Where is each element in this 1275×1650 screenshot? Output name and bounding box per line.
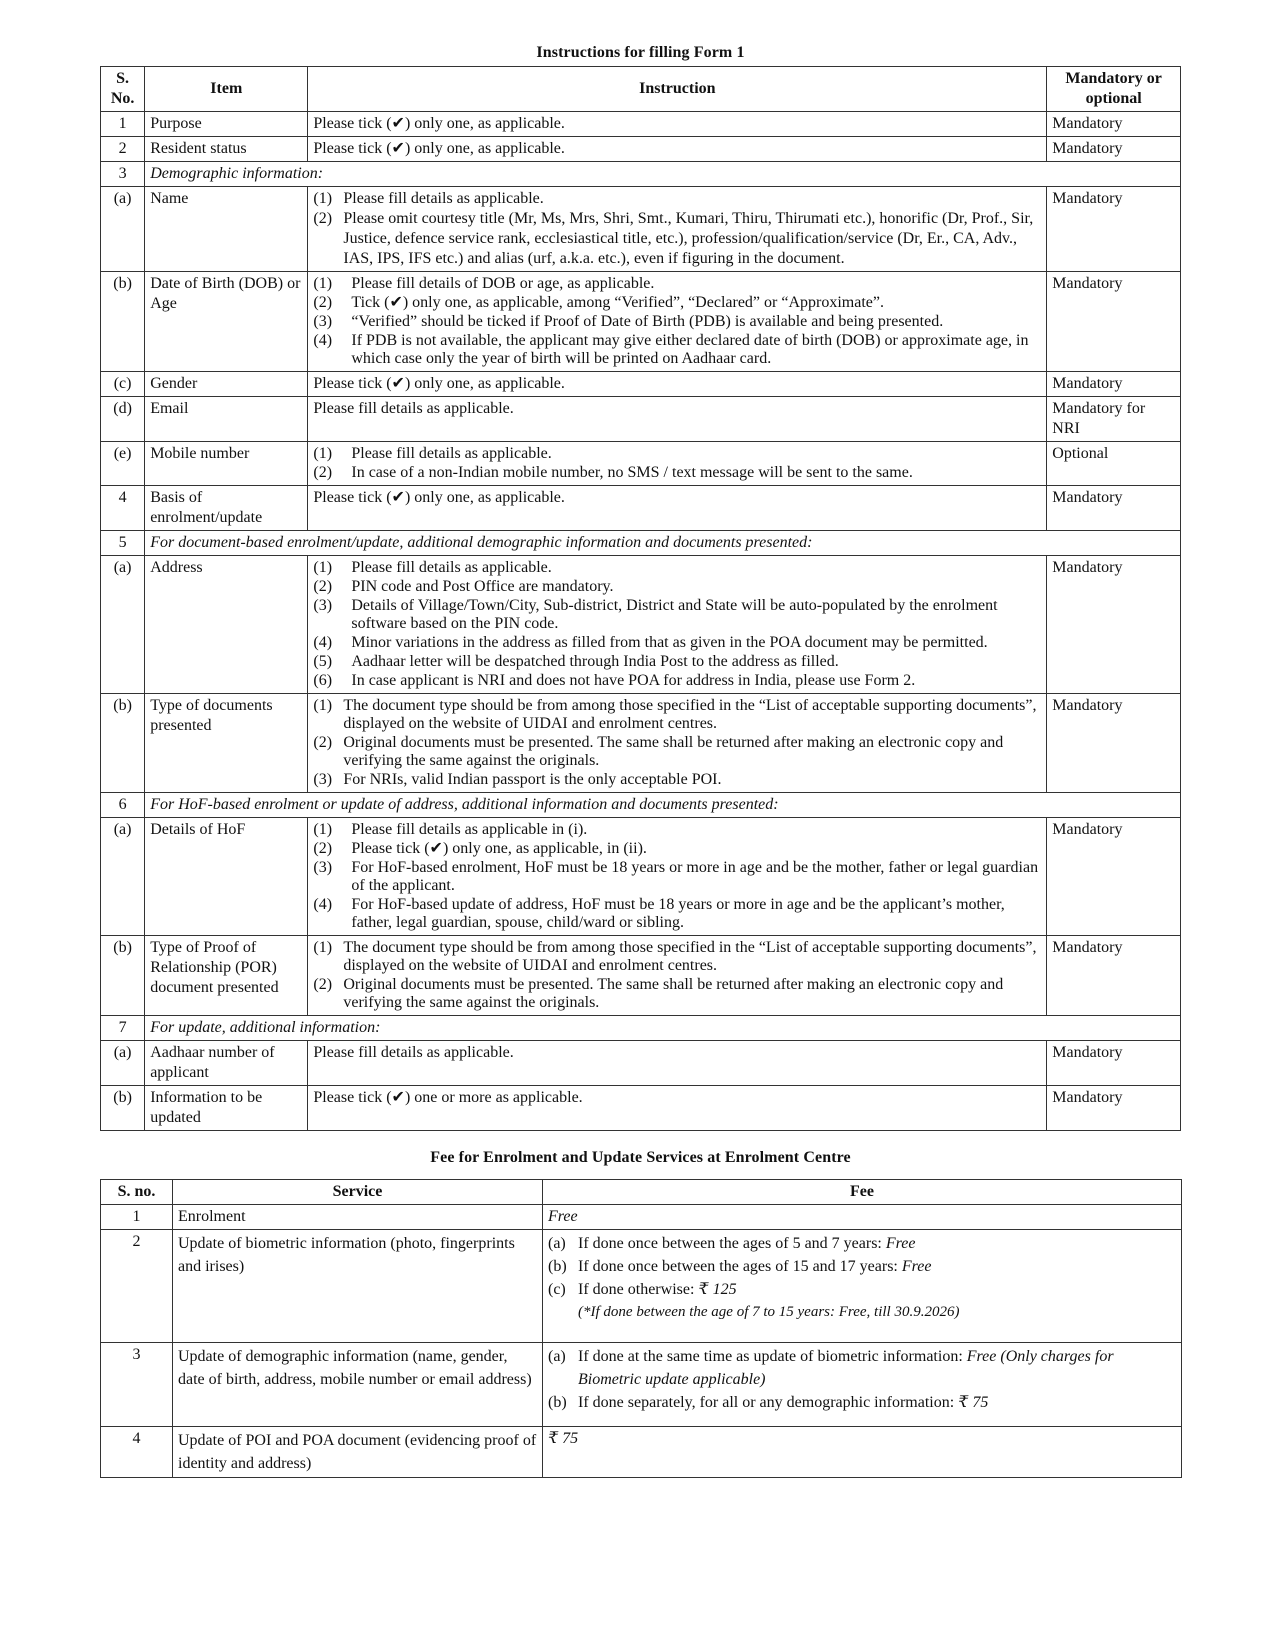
point-label: If done otherwise: xyxy=(578,1281,699,1298)
list-item xyxy=(313,672,1041,690)
row-instruction: Please tick (✔) only one, as applicable. xyxy=(308,137,1047,162)
list-item xyxy=(313,653,1041,671)
instructions-table xyxy=(100,66,1181,1131)
table-row xyxy=(101,187,1181,272)
row-item: Name xyxy=(145,187,308,272)
list-item xyxy=(313,275,1041,293)
fee-number: 4 xyxy=(101,1427,173,1478)
section-row xyxy=(101,793,1181,818)
instruction-list xyxy=(313,939,1041,1012)
instruction-list xyxy=(313,275,1041,368)
point-number: (a) xyxy=(548,1235,566,1252)
row-mandatory: Mandatory xyxy=(1047,694,1181,793)
row-number: 4 xyxy=(101,486,145,531)
section-heading: For HoF-based enrolment or update of address, additional information and documents presented: xyxy=(145,793,1181,818)
row-number: (b) xyxy=(101,694,145,793)
table-row xyxy=(101,442,1181,486)
point-text: For NRIs, valid Indian passport is the only acceptable POI. xyxy=(343,771,722,788)
point-label: If done once between the ages of 15 and 17 years: xyxy=(578,1258,902,1275)
table-row xyxy=(101,556,1181,694)
point-text: Tick (✔) only one, as applicable, among “Verified”, “Declared” or “Approximate”. xyxy=(351,294,884,311)
row-item: Information to be updated xyxy=(145,1086,308,1131)
row-number: 3 xyxy=(101,162,145,187)
header-row xyxy=(101,67,1181,112)
list-item xyxy=(313,559,1041,577)
point-text: Please omit courtesy title (Mr, Ms, Mrs, Shri, Smt., Kumari, Thiru, Thirumati etc.), honorific (Dr, Prof., Sir, Justice, defence service rank, ecclesiastical title, etc.), profession/qualification/service (Dr, Er., CA, Adv., IAS, IPS, IFS etc.) and alias (urf, a.k.a. etc.), even if figuring in the document. xyxy=(343,210,1034,267)
fee-list xyxy=(548,1345,1176,1414)
row-mandatory: Mandatory xyxy=(1047,137,1181,162)
list-item xyxy=(313,734,1041,770)
row-instruction xyxy=(308,272,1047,372)
fee-header-row xyxy=(101,1180,1182,1205)
table-row xyxy=(101,1086,1181,1131)
point-text: Please tick (✔) only one, as applicable, in (ii). xyxy=(351,840,647,857)
list-item xyxy=(313,771,1041,789)
point-text: In case of a non-Indian mobile number, no SMS / text message will be sent to the same. xyxy=(351,464,913,481)
row-mandatory: Mandatory xyxy=(1047,1086,1181,1131)
row-item: Details of HoF xyxy=(145,818,308,936)
fee-service: Update of demographic information (name, gender, date of birth, address, mobile number or email address) xyxy=(173,1343,543,1427)
point-number: (5) xyxy=(313,653,333,670)
instruction-list xyxy=(313,559,1041,690)
row-mandatory: Mandatory xyxy=(1047,272,1181,372)
list-item xyxy=(313,896,1041,932)
list-item xyxy=(548,1391,1176,1414)
row-item: Aadhaar number of applicant xyxy=(145,1041,308,1086)
point-number: (2) xyxy=(313,210,333,227)
point-text: Please fill details as applicable. xyxy=(351,445,552,462)
point-number: (4) xyxy=(313,896,333,913)
point-fee: ₹ 75 xyxy=(958,1394,989,1411)
point-fee: ₹ 125 xyxy=(698,1281,737,1298)
fee-amount: ₹ 75 xyxy=(543,1427,1182,1478)
row-number: 6 xyxy=(101,793,145,818)
list-item xyxy=(313,209,1041,269)
list-item xyxy=(313,697,1041,733)
row-item: Type of documents presented xyxy=(145,694,308,793)
row-item: Type of Proof of Relationship (POR) document presented xyxy=(145,936,308,1016)
row-item: Basis of enrolment/update xyxy=(145,486,308,531)
form-title: Instructions for filling Form 1 xyxy=(536,44,745,61)
point-label: If done once between the ages of 5 and 7 years: xyxy=(578,1235,886,1252)
header-sno: S. No. xyxy=(101,67,145,112)
table-row xyxy=(101,272,1181,372)
table-row xyxy=(101,936,1181,1016)
point-text: Original documents must be presented. The same shall be returned after making an electronic copy and verifying the same against the originals. xyxy=(343,976,1004,1011)
row-number: (a) xyxy=(101,1041,145,1086)
section-row xyxy=(101,531,1181,556)
fee-title: Fee for Enrolment and Update Services at Enrolment Centre xyxy=(430,1149,851,1166)
row-instruction: Please tick (✔) only one, as applicable. xyxy=(308,372,1047,397)
row-item: Resident status xyxy=(145,137,308,162)
row-number: 1 xyxy=(101,112,145,137)
row-instruction xyxy=(308,187,1047,272)
table-row xyxy=(101,112,1181,137)
point-text: Please fill details as applicable. xyxy=(351,559,552,576)
row-mandatory: Mandatory xyxy=(1047,486,1181,531)
point-number: (3) xyxy=(313,313,333,330)
row-instruction xyxy=(308,694,1047,793)
fee-service: Update of POI and POA document (evidencing proof of identity and address) xyxy=(173,1427,543,1478)
row-mandatory: Mandatory xyxy=(1047,112,1181,137)
table-row xyxy=(101,372,1181,397)
row-instruction: Please tick (✔) only one, as applicable. xyxy=(308,486,1047,531)
row-mandatory: Mandatory xyxy=(1047,187,1181,272)
point-number: (2) xyxy=(313,840,333,857)
row-item: Date of Birth (DOB) or Age xyxy=(145,272,308,372)
row-number: (a) xyxy=(101,187,145,272)
list-item xyxy=(313,939,1041,975)
fee-table xyxy=(100,1179,1182,1478)
instruction-list xyxy=(313,821,1041,932)
row-instruction: Please fill details as applicable. xyxy=(308,397,1047,442)
list-item xyxy=(313,840,1041,858)
row-mandatory: Mandatory xyxy=(1047,372,1181,397)
row-instruction: Please tick (✔) one or more as applicable. xyxy=(308,1086,1047,1131)
header-mandatory: Mandatory or optional xyxy=(1047,67,1181,112)
point-number: (3) xyxy=(313,859,333,876)
row-number: (e) xyxy=(101,442,145,486)
point-text: Original documents must be presented. The same shall be returned after making an electronic copy and verifying the same against the originals. xyxy=(343,734,1004,769)
point-number: (1) xyxy=(313,939,333,956)
point-text: For HoF-based update of address, HoF must be 18 years or more in age and be the applicant’s mother, father, legal guardian, spouse, child/ward or sibling. xyxy=(351,896,1005,931)
point-number: (b) xyxy=(548,1394,567,1411)
point-text: “Verified” should be ticked if Proof of Date of Birth (PDB) is available and being presented. xyxy=(351,313,944,330)
row-item: Email xyxy=(145,397,308,442)
fee-header-sno: S. no. xyxy=(101,1180,173,1205)
point-number: (2) xyxy=(313,578,333,595)
point-number: (4) xyxy=(313,332,333,349)
table-row xyxy=(101,137,1181,162)
header-item: Item xyxy=(145,67,308,112)
point-fee: Free xyxy=(901,1258,932,1275)
point-fee: Free xyxy=(885,1235,916,1252)
row-item: Mobile number xyxy=(145,442,308,486)
point-number: (a) xyxy=(548,1348,566,1365)
row-number: (b) xyxy=(101,272,145,372)
row-number: 2 xyxy=(101,137,145,162)
fee-number: 3 xyxy=(101,1343,173,1427)
point-number: (2) xyxy=(313,294,333,311)
point-text: Please fill details as applicable. xyxy=(343,190,544,207)
point-number: (2) xyxy=(313,464,333,481)
list-item xyxy=(548,1255,1176,1278)
table-row xyxy=(101,486,1181,531)
fee-note: (*If done between the age of 7 to 15 years: Free, till 30.9.2026) xyxy=(578,1304,960,1320)
row-number: 5 xyxy=(101,531,145,556)
section-row xyxy=(101,1016,1181,1041)
list-item xyxy=(313,859,1041,895)
list-item xyxy=(548,1278,1176,1301)
list-item xyxy=(313,313,1041,331)
list-item xyxy=(548,1232,1176,1255)
point-number: (1) xyxy=(313,821,333,838)
section-heading: For document-based enrolment/update, additional demographic information and documents presented: xyxy=(145,531,1181,556)
instruction-list xyxy=(313,189,1041,269)
list-item xyxy=(313,578,1041,596)
section-heading: For update, additional information: xyxy=(145,1016,1181,1041)
list-item xyxy=(313,976,1041,1012)
fee-row xyxy=(101,1205,1182,1230)
section-heading: Demographic information: xyxy=(145,162,1181,187)
list-item xyxy=(548,1345,1176,1391)
page xyxy=(100,40,1181,1478)
row-mandatory: Mandatory for NRI xyxy=(1047,397,1181,442)
point-fee: Free (Only charges for Biometric update applicable) xyxy=(578,1348,1114,1388)
point-number: (1) xyxy=(313,697,333,714)
point-label: If done separately, for all or any demographic information: xyxy=(578,1394,959,1411)
point-text: PIN code and Post Office are mandatory. xyxy=(351,578,614,595)
table-row xyxy=(101,694,1181,793)
row-instruction xyxy=(308,442,1047,486)
list-item xyxy=(313,445,1041,463)
point-text xyxy=(578,1255,1176,1278)
row-mandatory: Mandatory xyxy=(1047,818,1181,936)
header-instruction: Instruction xyxy=(308,67,1047,112)
row-item: Address xyxy=(145,556,308,694)
row-number: 7 xyxy=(101,1016,145,1041)
point-text: Details of Village/Town/City, Sub-district, District and State will be auto-populated by the enrolment software based on the PIN code. xyxy=(351,597,998,632)
row-number: (a) xyxy=(101,556,145,694)
fee-service: Enrolment xyxy=(173,1205,543,1230)
point-number: (2) xyxy=(313,734,333,751)
point-number: (4) xyxy=(313,634,333,651)
point-number: (1) xyxy=(313,275,333,292)
section-row xyxy=(101,162,1181,187)
table-row xyxy=(101,1041,1181,1086)
fee-row xyxy=(101,1230,1182,1343)
point-text: Minor variations in the address as filled from that as given in the POA document may be permitted. xyxy=(351,634,988,651)
point-number: (3) xyxy=(313,597,333,614)
list-item xyxy=(313,189,1041,209)
point-number: (1) xyxy=(313,445,333,462)
point-label: If done at the same time as update of biometric information: xyxy=(578,1348,967,1365)
point-text: Aadhaar letter will be despatched through India Post to the address as filled. xyxy=(351,653,839,670)
fee-header-service: Service xyxy=(173,1180,543,1205)
fee-number: 2 xyxy=(101,1230,173,1343)
point-number: (c) xyxy=(548,1281,566,1298)
instruction-list xyxy=(313,697,1041,789)
point-number: (1) xyxy=(313,190,333,207)
fee-row xyxy=(101,1427,1182,1478)
row-instruction: Please tick (✔) only one, as applicable. xyxy=(308,112,1047,137)
row-mandatory: Mandatory xyxy=(1047,1041,1181,1086)
point-text: The document type should be from among those specified in the “List of acceptable supporting documents”, displayed on the website of UIDAI and enrolment centres. xyxy=(343,939,1037,974)
row-mandatory: Mandatory xyxy=(1047,556,1181,694)
list-item xyxy=(313,821,1041,839)
row-instruction xyxy=(308,936,1047,1016)
table-row xyxy=(101,397,1181,442)
row-number: (d) xyxy=(101,397,145,442)
row-number: (c) xyxy=(101,372,145,397)
point-text xyxy=(578,1232,1176,1255)
table-row xyxy=(101,818,1181,936)
fee-number: 1 xyxy=(101,1205,173,1230)
fee-amount xyxy=(543,1343,1182,1427)
point-text: For HoF-based enrolment, HoF must be 18 years or more in age and be the mother, father or legal guardian of the applicant. xyxy=(351,859,1039,894)
point-text: Please fill details of DOB or age, as applicable. xyxy=(351,275,655,292)
point-number: (b) xyxy=(548,1258,567,1275)
point-text: If PDB is not available, the applicant may give either declared date of birth (DOB) or approximate age, in which case only the year of birth will be printed on Aadhaar card. xyxy=(351,332,1029,367)
point-text: The document type should be from among those specified in the “List of acceptable supporting documents”, displayed on the website of UIDAI and enrolment centres. xyxy=(343,697,1037,732)
list-item xyxy=(313,332,1041,368)
list-item xyxy=(313,464,1041,482)
fee-amount: Free xyxy=(543,1205,1182,1230)
fee-list xyxy=(548,1232,1176,1301)
instruction-list xyxy=(313,445,1041,482)
list-item xyxy=(313,634,1041,652)
fee-service: Update of biometric information (photo, fingerprints and irises) xyxy=(173,1230,543,1343)
point-text: Please fill details as applicable in (i). xyxy=(351,821,588,838)
row-mandatory: Mandatory xyxy=(1047,936,1181,1016)
point-text xyxy=(578,1278,1176,1301)
fee-row xyxy=(101,1343,1182,1427)
row-instruction xyxy=(308,818,1047,936)
row-number: (a) xyxy=(101,818,145,936)
point-text xyxy=(578,1345,1176,1391)
point-number: (3) xyxy=(313,771,333,788)
row-number: (b) xyxy=(101,936,145,1016)
row-item: Gender xyxy=(145,372,308,397)
point-number: (2) xyxy=(313,976,333,993)
point-number: (1) xyxy=(313,559,333,576)
row-item: Purpose xyxy=(145,112,308,137)
row-number: (b) xyxy=(101,1086,145,1131)
fee-header-fee: Fee xyxy=(543,1180,1182,1205)
list-item xyxy=(313,294,1041,312)
list-item xyxy=(313,597,1041,633)
fee-amount xyxy=(543,1230,1182,1343)
point-text xyxy=(578,1391,1176,1414)
point-number: (6) xyxy=(313,672,333,689)
row-instruction xyxy=(308,556,1047,694)
row-instruction: Please fill details as applicable. xyxy=(308,1041,1047,1086)
row-mandatory: Optional xyxy=(1047,442,1181,486)
point-text: In case applicant is NRI and does not have POA for address in India, please use Form 2. xyxy=(351,672,916,689)
